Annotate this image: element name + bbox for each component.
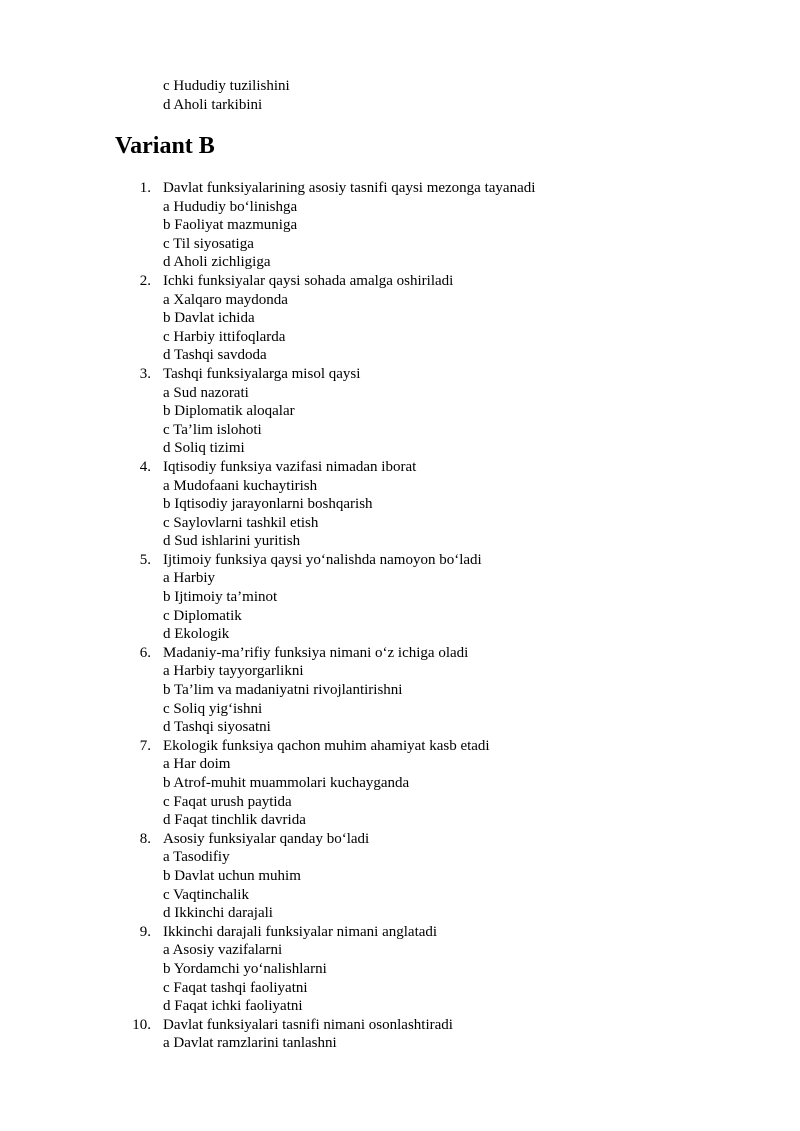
question-text: Ikkinchi darajali funksiyalar nimani anglatadi [163,923,438,940]
answer-option: a Har doim [163,756,231,773]
answer-option: c Saylovlarni tashkil etish [163,514,319,531]
option: c Hududiy tuzilishini [163,78,290,94]
answer-option: d Faqat tinchlik davrida [163,812,306,829]
answer-option: d Ekologik [163,626,230,643]
question-number: 9. [139,923,151,940]
answer-option: d Ikkinchi darajali [163,905,273,922]
answer-option: b Faoliyat mazmuniga [163,217,298,234]
question-number: 8. [139,830,151,847]
question-text: Ijtimoiy funksiya qaysi yo‘nalishda namoyon bo‘ladi [163,551,482,568]
question-6 [0,644,800,737]
question-text: Davlat funksiyalari tasnifi nimani osonlashtiradi [163,1016,453,1033]
question-1 [0,179,800,272]
answer-option: c Til siyosatiga [163,235,254,252]
question-text: Tashqi funksiyalarga misol qaysi [163,365,361,382]
question-number: 3. [139,365,151,382]
answer-option: b Ta’lim va madaniyatni rivojlantirishni [163,682,403,699]
answer-option: d Faqat ichki faoliyatni [163,998,303,1015]
question-10 [0,1016,800,1053]
answer-option: a Sud nazorati [163,384,249,401]
answer-option: a Mudofaani kuchaytirish [163,477,318,494]
question-5 [0,551,800,644]
answer-option: c Faqat urush paytida [163,793,292,810]
answer-option: a Harbiy [163,570,216,587]
answer-option: b Iqtisodiy jarayonlarni boshqarish [163,496,373,513]
answer-option: a Hududiy bo‘linishga [163,198,298,215]
variant-heading: Variant B [115,133,215,159]
previous-question-options [163,77,290,114]
question-8 [0,830,800,923]
question-number: 2. [139,272,151,289]
answer-option: c Soliq yig‘ishni [163,700,263,717]
answer-option: b Atrof-muhit muammolari kuchayganda [163,775,410,791]
answer-option: d Aholi zichligiga [163,254,271,271]
answer-option: b Davlat ichida [163,310,255,327]
answer-option: a Tasodifiy [163,849,230,866]
question-text: Ekologik funksiya qachon muhim ahamiyat kasb etadi [163,737,490,754]
answer-option: a Asosiy vazifalarni [163,942,283,959]
question-text: Madaniy-ma’rifiy funksiya nimani o‘z ichiga oladi [163,644,469,661]
answer-option: d Sud ishlarini yuritish [163,533,301,550]
question-number: 10. [132,1016,151,1033]
answer-option: b Yordamchi yo‘nalishlarni [163,960,327,977]
answer-option: d Tashqi siyosatni [163,719,271,736]
answer-option: d Tashqi savdoda [163,347,267,364]
question-4 [0,458,800,551]
question-list [0,179,800,1053]
answer-option: b Ijtimoiy ta’minot [163,589,278,606]
question-text: Davlat funksiyalarining asosiy tasnifi qaysi mezonga tayanadi [163,180,536,196]
answer-option: c Faqat tashqi faoliyatni [163,979,308,996]
question-text: Asosiy funksiyalar qanday bo‘ladi [163,830,370,847]
answer-option: a Davlat ramzlarini tanlashni [163,1035,337,1052]
question-number: 5. [139,551,151,568]
answer-option: c Harbiy ittifoqlarda [163,328,286,345]
answer-option: b Diplomatik aloqalar [163,403,295,420]
question-number: 6. [139,644,151,661]
answer-option: a Harbiy tayyorgarlikni [163,663,304,680]
question-number: 4. [139,458,151,475]
question-7 [0,737,800,830]
answer-option: c Diplomatik [163,607,242,624]
question-2 [0,272,800,365]
answer-option: a Xalqaro maydonda [163,291,288,308]
question-number: 7. [139,737,151,754]
answer-option: c Vaqtinchalik [163,886,249,903]
answer-option: c Ta’lim islohoti [163,421,262,438]
question-3 [0,365,800,458]
option: d Aholi tarkibini [163,96,263,113]
question-text: Ichki funksiyalar qaysi sohada amalga oshiriladi [163,272,454,289]
question-9 [0,923,800,1016]
question-text: Iqtisodiy funksiya vazifasi nimadan iborat [163,458,417,475]
question-number: 1. [139,180,151,196]
answer-option: d Soliq tizimi [163,440,245,457]
answer-option: b Davlat uchun muhim [163,867,301,884]
